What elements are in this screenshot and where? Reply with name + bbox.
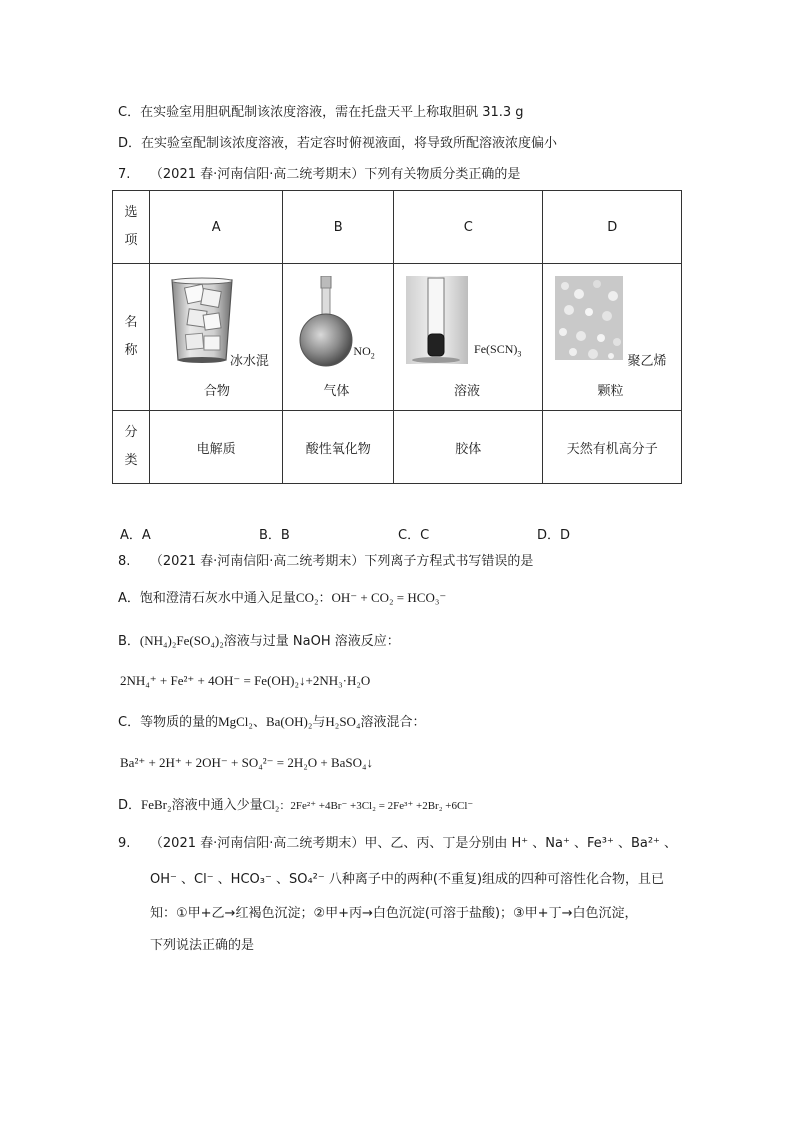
class-label-bottom: 类 <box>124 453 138 468</box>
header-col-d: D <box>543 191 682 264</box>
header-label-top: 选 <box>124 205 138 220</box>
name-b-formula-sub: 2 <box>370 351 375 361</box>
class-cell-b: 酸性氧化物 <box>283 411 394 484</box>
q9-stem-line2: OH⁻ 、Cl⁻ 、HCO₃⁻ 、SO₄²⁻ 八种离子中的两种(不重复)组成的四种可溶性化合物，且已 <box>150 872 665 887</box>
q9-stem-line3: 知：①甲+乙→红褐色沉淀；②甲+丙→白色沉淀(可溶于盐酸)；③甲+丁→白色沉淀， <box>150 906 638 921</box>
q8-d-equation: ：2Fe²⁺ +4Br⁻ +3Cl₂ = 2Fe³⁺ +2Br₂ +6Cl⁻ <box>279 800 474 812</box>
polyethylene-pellets-image <box>555 276 623 360</box>
q8-option-c <box>118 713 426 732</box>
q7-option-d: D．D <box>537 528 571 543</box>
q7-option-a: A．A <box>120 528 151 543</box>
name-cell-b <box>283 264 394 411</box>
q9-stem-line4: 下列说法正确的是 <box>150 938 255 953</box>
name-a-text1: 冰水混 <box>229 354 269 369</box>
name-label <box>113 264 150 411</box>
q8-d-text: 溶液中通入少量 <box>171 798 263 813</box>
q8-b-label: B． <box>118 634 140 649</box>
q6-option-c: C．在实验室用胆矾配制该浓度溶液，需在托盘天平上称取胆矾 31.3 g <box>118 105 524 120</box>
q8-c-and: 与 <box>312 715 326 730</box>
q8-a-text: A．饱和澄清石灰水中通入足量 <box>118 591 296 606</box>
q8-d-label: D． <box>118 798 142 813</box>
q7-option-c: C．C <box>398 528 430 543</box>
class-label-top: 分 <box>124 425 138 440</box>
q8-c-mgcl2: MgCl₂ <box>218 714 253 729</box>
name-label-top: 名 <box>124 315 138 330</box>
q7-class-row <box>113 411 682 484</box>
class-cell-d: 天然有机高分子 <box>543 411 682 484</box>
q8-c-text: 溶液混合： <box>360 715 426 730</box>
header-col-b: B <box>283 191 394 264</box>
q8-a-co2: CO₂ <box>295 590 319 605</box>
q8-option-b <box>118 632 400 651</box>
q7-header-row <box>113 191 682 264</box>
q8-b-text: 溶液与过量 NaOH 溶液反应： <box>223 634 400 649</box>
q8-b-equation: 2NH₄⁺ + Fe²⁺ + 4OH⁻ = Fe(OH)₂↓+2NH₃·H₂O <box>120 673 371 688</box>
name-cell-d <box>543 264 682 411</box>
name-c-formula <box>474 342 521 358</box>
q8-option-a <box>118 589 446 608</box>
name-d-text1: 聚乙烯 <box>627 354 667 369</box>
q8-c-sep: 、 <box>252 715 266 730</box>
q8-c-equation: Ba²⁺ + 2H⁺ + 2OH⁻ + SO₄²⁻ = 2H₂O + BaSO₄↓ <box>120 755 374 770</box>
q7-name-row <box>113 264 682 411</box>
name-c-text: 溶液 <box>454 384 481 399</box>
name-b-formula-main: NO <box>353 344 371 358</box>
q8-option-d <box>118 796 473 815</box>
header-label-bottom: 项 <box>124 233 138 248</box>
class-cell-c: 胶体 <box>394 411 543 484</box>
name-c-formula-sub: 3 <box>517 349 522 359</box>
q9-stem-line1: 9. （2021 春·河南信阳·高二统考期末）甲、乙、丙、丁是分别由 H⁺ 、Na⁺ 、Fe³⁺ 、Ba²⁺ 、 <box>118 836 678 851</box>
name-c-formula-main: Fe(SCN) <box>474 342 518 356</box>
q8-a-equation: ：OH⁻ + CO₂ = HCO₃⁻ <box>318 590 447 605</box>
q7-option-b: B．B <box>259 528 290 543</box>
q8-d-febr2: FeBr₂ <box>141 797 172 812</box>
name-cell-a <box>149 264 283 411</box>
q8-d-cl2: Cl₂ <box>262 797 280 812</box>
header-col-a: A <box>149 191 283 264</box>
q8-c-h2so4: H₂SO₄ <box>325 714 361 729</box>
name-cell-c <box>394 264 543 411</box>
q8-stem: 8. （2021 春·河南信阳·高二统考期末）下列离子方程式书写错误的是 <box>118 554 534 569</box>
name-b-formula <box>353 344 374 360</box>
name-label-bottom: 称 <box>124 343 138 358</box>
test-tube-image <box>406 276 468 364</box>
class-label <box>113 411 150 484</box>
q7-table <box>112 190 682 484</box>
name-d-text2: 颗粒 <box>597 384 624 399</box>
q8-c-baoh2: Ba(OH)₂ <box>265 714 313 729</box>
q6-option-d: D．在实验室配制该浓度溶液，若定容时俯视液面，将导致所配溶液浓度偏小 <box>118 136 558 151</box>
class-cell-a: 电解质 <box>149 411 283 484</box>
name-b-text: 气体 <box>323 384 350 399</box>
ice-water-glass-image <box>168 276 236 366</box>
q7-stem: 7. （2021 春·河南信阳·高二统考期末）下列有关物质分类正确的是 <box>118 167 521 182</box>
header-col-c: C <box>394 191 543 264</box>
q8-c-label: C．等物质的量的 <box>118 715 219 730</box>
flask-image <box>297 276 357 368</box>
name-a-text2: 合物 <box>203 384 230 399</box>
header-label <box>113 191 150 264</box>
q8-b-formula: (NH₄)₂Fe(SO₄)₂ <box>139 633 224 648</box>
